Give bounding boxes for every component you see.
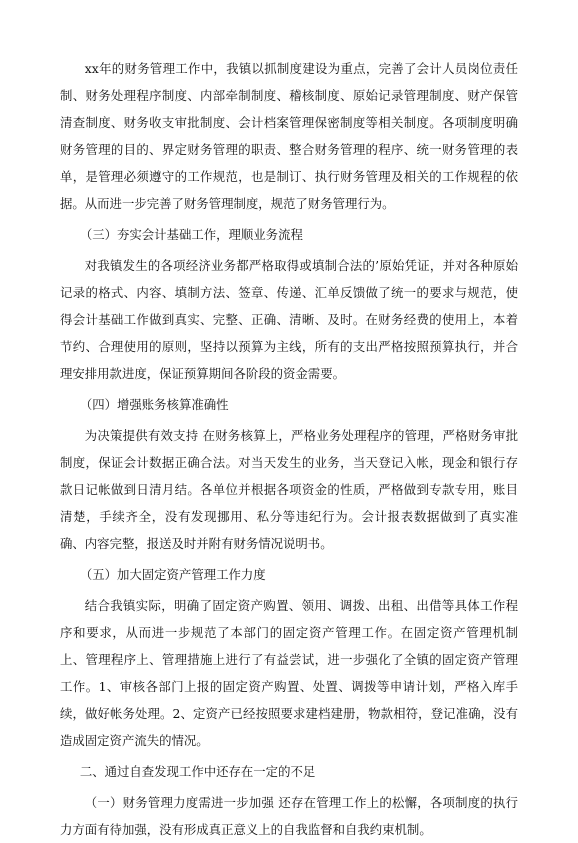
paragraph-management-strength: （一）财务管理力度需进一步加强 还存在管理工作上的松懈，各项制度的执行力方面有待加强，没有形成真正意义上的自我监督和自我约束机制。 xyxy=(60,795,518,837)
paragraph-accounting-accuracy: 为决策提供有效支持 在财务核算上，严格业务处理程序的管理，严格财务审批制度，保证会计数据正确合法。对当天发生的业务，当天登记入帐，现金和银行存款日记帐做到日清月结。各单位并根据各项资金的性质，严格做到专款专用，账目清楚，手续齐全，没有发现挪用、私分等违纪行为。会计报表数据做到了真实准确、内容完整，报送及时并附有财务情况说明书。 xyxy=(60,428,518,551)
section-heading-accounting-accuracy: （四）增强账务核算准确性 xyxy=(79,397,229,412)
document-body xyxy=(60,55,518,843)
section-heading-fixed-assets: （五）加大固定资产管理工作力度 xyxy=(79,567,266,582)
paragraph-financial-system: xx年的财务管理工作中，我镇以抓制度建设为重点，完善了会计人员岗位责任制、财务处理程序制度、内部牵制制度、稽核制度、原始记录管理制度、财产保管清查制度、财务收支审批制度、会计档案管理保密制度等相关制度。各项制度明确财务管理的目的、界定财务管理的职责、整合财务管理的程序、统一财务管理的表单，是管理必须遵守的工作规范，也是制订、执行财务管理及相关的工作规程的依据。从而进一步完善了财务管理制度，规范了财务管理行为。 xyxy=(60,61,518,211)
paragraph-fixed-assets: 结合我镇实际，明确了固定资产购置、领用、调拨、出租、出借等具体工作程序和要求，从而进一步规范了本部门的固定资产管理工作。在固定资产管理机制上、管理程序上、管理措施上进行了有益尝试，进一步强化了全镇的固定资产管理工作。1、审核各部门上报的固定资产购置、处置、调拨等申请计划，严格入库手续，做好帐务处理。2、定资产已经按照要求建档建册，物款相符，登记准确，没有造成固定资产流失的情况。 xyxy=(60,598,518,748)
paragraph-accounting-basics: 对我镇发生的各项经济业务都严格取得或填制合法的’原始凭证，并对各种原始记录的格式、内容、填制方法、签章、传递、汇单反馈做了统一的要求与规范，使得会计基础工作做到真实、完整、正确、清晰、及时。在财务经费的使用上，本着节约、合理使用的原则，坚持以预算为主线，所有的支出严格按照预算执行，并合理安排用款进度，保证预算期间各阶段的资金需要。 xyxy=(60,258,518,381)
section-heading-shortcomings: 二、通过自查发现工作中还存在一定的不足 xyxy=(79,764,316,779)
section-heading-accounting-basics: （三）夯实会计基础工作，理顺业务流程 xyxy=(79,227,303,242)
